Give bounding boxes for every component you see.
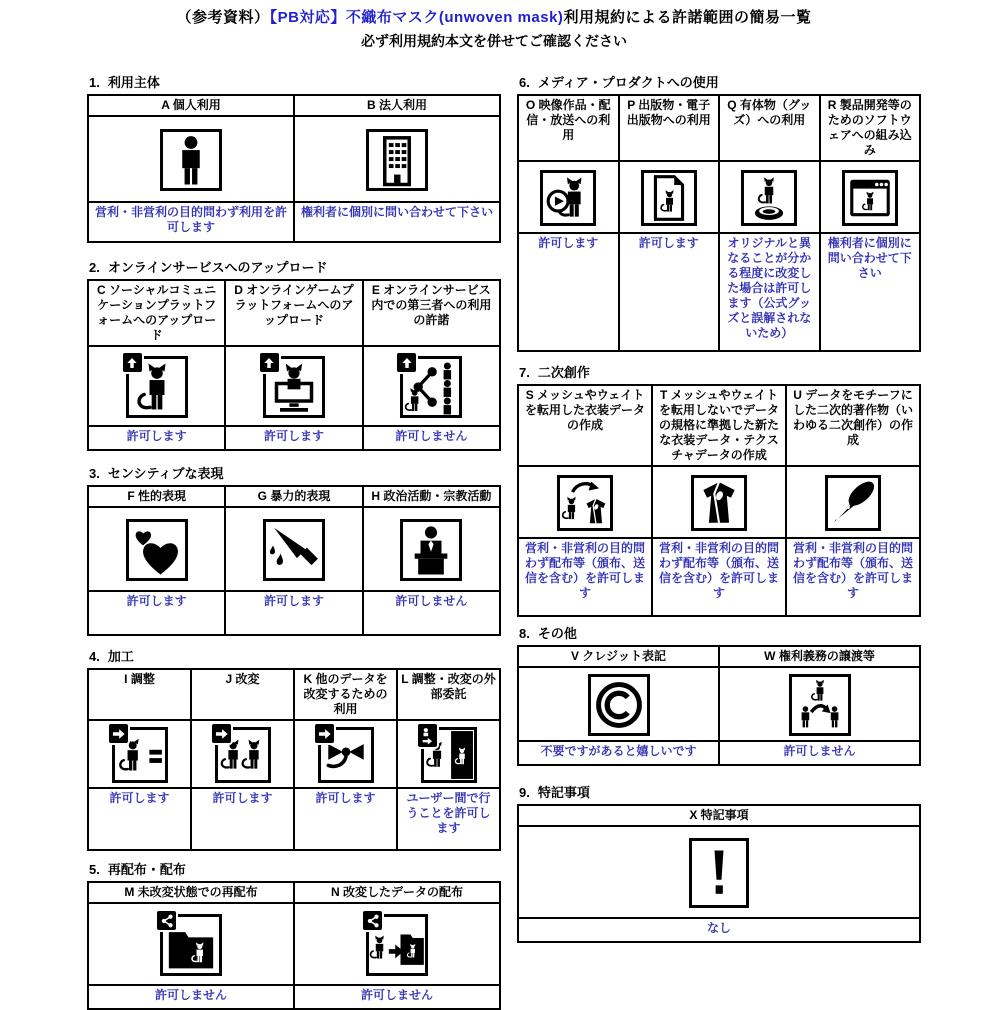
upload-game-icon bbox=[263, 356, 325, 418]
cell-label-O: O 映像作品・配信・放送への利用 bbox=[518, 95, 619, 161]
cell-label-W: W 権利義務の譲渡等 bbox=[719, 646, 920, 667]
hearts-icon bbox=[126, 519, 188, 581]
publication-icon bbox=[641, 170, 697, 226]
modify-icon bbox=[215, 727, 271, 783]
section-online-upload bbox=[87, 259, 501, 451]
cell-label-X: X 特記事項 bbox=[518, 805, 920, 826]
cell-result-O: 許可します bbox=[518, 233, 619, 351]
section-5-heading bbox=[89, 861, 501, 878]
section-special-notes bbox=[517, 784, 921, 943]
mesh-reuse-icon bbox=[557, 475, 613, 531]
section-number: 4. bbox=[89, 649, 100, 664]
cell-label-L: L 調整・改変の外部委託 bbox=[397, 669, 500, 720]
cell-label-D: D オンラインゲームプラットフォームへのアップロード bbox=[225, 280, 362, 346]
section-number: 5. bbox=[89, 862, 100, 877]
section-usage-subject bbox=[87, 74, 501, 243]
share-badge-icon bbox=[361, 909, 384, 932]
section-title: 再配布・配布 bbox=[107, 862, 186, 877]
copyright-icon bbox=[588, 674, 650, 736]
upload-badge-icon bbox=[258, 351, 281, 374]
section-4-table bbox=[87, 668, 501, 851]
cell-label-J: J 改変 bbox=[191, 669, 294, 720]
section-9-heading bbox=[519, 784, 921, 801]
section-4-heading bbox=[89, 648, 501, 665]
section-2-heading bbox=[89, 259, 501, 276]
section-redistribution bbox=[87, 861, 501, 1010]
cell-result-R: 権利者に個別に問い合わせて下さい bbox=[820, 233, 921, 351]
cell-label-S: S メッシュやウェイトを転用した衣装データの作成 bbox=[518, 385, 652, 466]
upload-badge-icon bbox=[395, 351, 418, 374]
section-number: 2. bbox=[89, 260, 100, 275]
upload-social-icon bbox=[126, 356, 188, 418]
podium-icon bbox=[400, 519, 462, 581]
outsource-icon bbox=[421, 727, 477, 783]
modify-arrow-badge-icon bbox=[313, 722, 336, 745]
modify-arrow-badge-icon bbox=[107, 722, 130, 745]
title-line1 bbox=[0, 6, 988, 27]
cell-result-K: 許可します bbox=[294, 788, 397, 850]
section-title: 利用主体 bbox=[107, 75, 160, 90]
cell-label-K: K 他のデータを改変するための利用 bbox=[294, 669, 397, 720]
section-derivative-works bbox=[517, 364, 921, 617]
cell-result-H: 許可しません bbox=[363, 591, 500, 635]
video-media-icon bbox=[540, 170, 596, 226]
section-number: 6. bbox=[519, 75, 530, 90]
section-6-table bbox=[517, 94, 921, 352]
cell-label-T: T メッシュやウェイトを転用しないでデータの規格に準拠した新たな衣装データ・テクスチャデータの作成 bbox=[652, 385, 786, 466]
knife-icon bbox=[263, 519, 325, 581]
cell-label-H: H 政治活動・宗教活動 bbox=[363, 486, 500, 507]
section-6-heading bbox=[519, 74, 921, 91]
section-number: 7. bbox=[519, 365, 530, 380]
section-title: センシティブな表現 bbox=[107, 466, 224, 481]
cell-label-U: U データをモチーフにした二次的著作物（いわゆる二次創作）の作成 bbox=[786, 385, 920, 466]
cell-label-E: E オンラインサービス内での第三者への利用の許諾 bbox=[363, 280, 500, 346]
cell-result-E: 許可しません bbox=[363, 426, 500, 450]
title-suffix: 利用規約による許諾範囲の簡易一覧 bbox=[563, 9, 812, 26]
section-number: 3. bbox=[89, 466, 100, 481]
building-icon bbox=[366, 129, 428, 191]
exclamation-icon bbox=[689, 838, 749, 908]
section-8-table bbox=[517, 645, 921, 766]
cell-label-G: G 暴力的表現 bbox=[225, 486, 362, 507]
section-number: 9. bbox=[519, 785, 530, 800]
section-1-table bbox=[87, 94, 501, 243]
cell-result-L: ユーザー間で行うことを許可します bbox=[397, 788, 500, 850]
section-number: 1. bbox=[89, 75, 100, 90]
section-title: 二次創作 bbox=[537, 365, 590, 380]
cell-result-X: なし bbox=[518, 918, 920, 942]
cell-label-B: B 法人利用 bbox=[294, 95, 500, 116]
cell-label-N: N 改変したデータの配布 bbox=[294, 882, 500, 903]
section-title: メディア・プロダクトへの使用 bbox=[537, 75, 719, 90]
upload-share-icon bbox=[400, 356, 462, 418]
cell-label-M: M 未改変状態での再配布 bbox=[88, 882, 294, 903]
cell-result-S: 営利・非営利の目的問わず配布等（頒布、送信を含む）を許可します bbox=[518, 538, 652, 616]
section-title: その他 bbox=[537, 626, 577, 641]
section-8-heading bbox=[519, 625, 921, 642]
section-3-table bbox=[87, 485, 501, 636]
adjust-icon bbox=[112, 727, 168, 783]
title-prefix: （参考資料） bbox=[176, 9, 270, 26]
title-subtitle: 必ず利用規約本文を併せてご確認ください bbox=[361, 33, 627, 49]
section-2-table bbox=[87, 279, 501, 451]
cell-label-Q: Q 有体物（グッズ）への利用 bbox=[719, 95, 820, 161]
cell-label-R: R 製品開発等のためのソフトウェアへの組み込み bbox=[820, 95, 921, 161]
goods-icon bbox=[741, 170, 797, 226]
page-title bbox=[0, 6, 988, 51]
person-arrow-badge-icon bbox=[416, 722, 439, 749]
software-embed-icon bbox=[842, 170, 898, 226]
section-processing bbox=[87, 648, 501, 851]
cell-result-F: 許可します bbox=[88, 591, 225, 635]
cell-label-P: P 出版物・電子出版物への利用 bbox=[619, 95, 720, 161]
cell-label-I: I 調整 bbox=[88, 669, 191, 720]
section-7-heading bbox=[519, 364, 921, 381]
cell-label-F: F 性的表現 bbox=[88, 486, 225, 507]
section-title: 加工 bbox=[107, 649, 134, 664]
cell-result-T: 営利・非営利の目的問わず配布等（頒布、送信を含む）を許可します bbox=[652, 538, 786, 616]
section-7-table bbox=[517, 384, 921, 617]
modify-other-data-icon bbox=[318, 727, 374, 783]
right-column bbox=[517, 74, 921, 943]
cell-label-C: C ソーシャルコミュニケーションプラットフォームへのアップロード bbox=[88, 280, 225, 346]
section-other bbox=[517, 625, 921, 766]
share-badge-icon bbox=[155, 909, 178, 932]
section-5-table bbox=[87, 881, 501, 1010]
section-sensitive-expression bbox=[87, 465, 501, 636]
distribute-modified-icon bbox=[366, 914, 428, 976]
cell-label-V: V クレジット表記 bbox=[518, 646, 719, 667]
cell-result-J: 許可します bbox=[191, 788, 294, 850]
cell-result-C: 許可します bbox=[88, 426, 225, 450]
cell-result-A: 営利・非営利の目的問わず利用を許可します bbox=[88, 202, 294, 242]
section-media-product bbox=[517, 74, 921, 352]
new-costume-icon bbox=[691, 475, 747, 531]
cell-result-U: 営利・非営利の目的問わず配布等（頒布、送信を含む）を許可します bbox=[786, 538, 920, 616]
cell-result-G: 許可します bbox=[225, 591, 362, 635]
rights-transfer-icon bbox=[789, 674, 851, 736]
fanart-pen-icon bbox=[825, 475, 881, 531]
cell-result-B: 権利者に個別に問い合わせて下さい bbox=[294, 202, 500, 242]
left-column bbox=[87, 74, 501, 1010]
section-9-table bbox=[517, 804, 921, 943]
cell-result-M: 許可しません bbox=[88, 985, 294, 1009]
upload-badge-icon bbox=[121, 351, 144, 374]
title-highlight: 【PB対応】不織布マスク(unwoven mask) bbox=[269, 9, 564, 26]
cell-result-I: 許可します bbox=[88, 788, 191, 850]
cell-result-Q: オリジナルと異なることが分かる程度に改変した場合は許可します（公式グッズと誤解されないため） bbox=[719, 233, 820, 351]
section-number: 8. bbox=[519, 626, 530, 641]
redistribute-unmodified-icon bbox=[160, 914, 222, 976]
modify-arrow-badge-icon bbox=[210, 722, 233, 745]
section-title: オンラインサービスへのアップロード bbox=[107, 260, 328, 275]
cell-result-D: 許可します bbox=[225, 426, 362, 450]
section-3-heading bbox=[89, 465, 501, 482]
cell-result-N: 許可しません bbox=[294, 985, 500, 1009]
cell-label-A: A 個人利用 bbox=[88, 95, 294, 116]
section-1-heading bbox=[89, 74, 501, 91]
section-title: 特記事項 bbox=[537, 785, 590, 800]
person-icon bbox=[160, 129, 222, 191]
cell-result-W: 許可しません bbox=[719, 741, 920, 765]
cell-result-V: 不要ですがあると嬉しいです bbox=[518, 741, 719, 765]
cell-result-P: 許可します bbox=[619, 233, 720, 351]
